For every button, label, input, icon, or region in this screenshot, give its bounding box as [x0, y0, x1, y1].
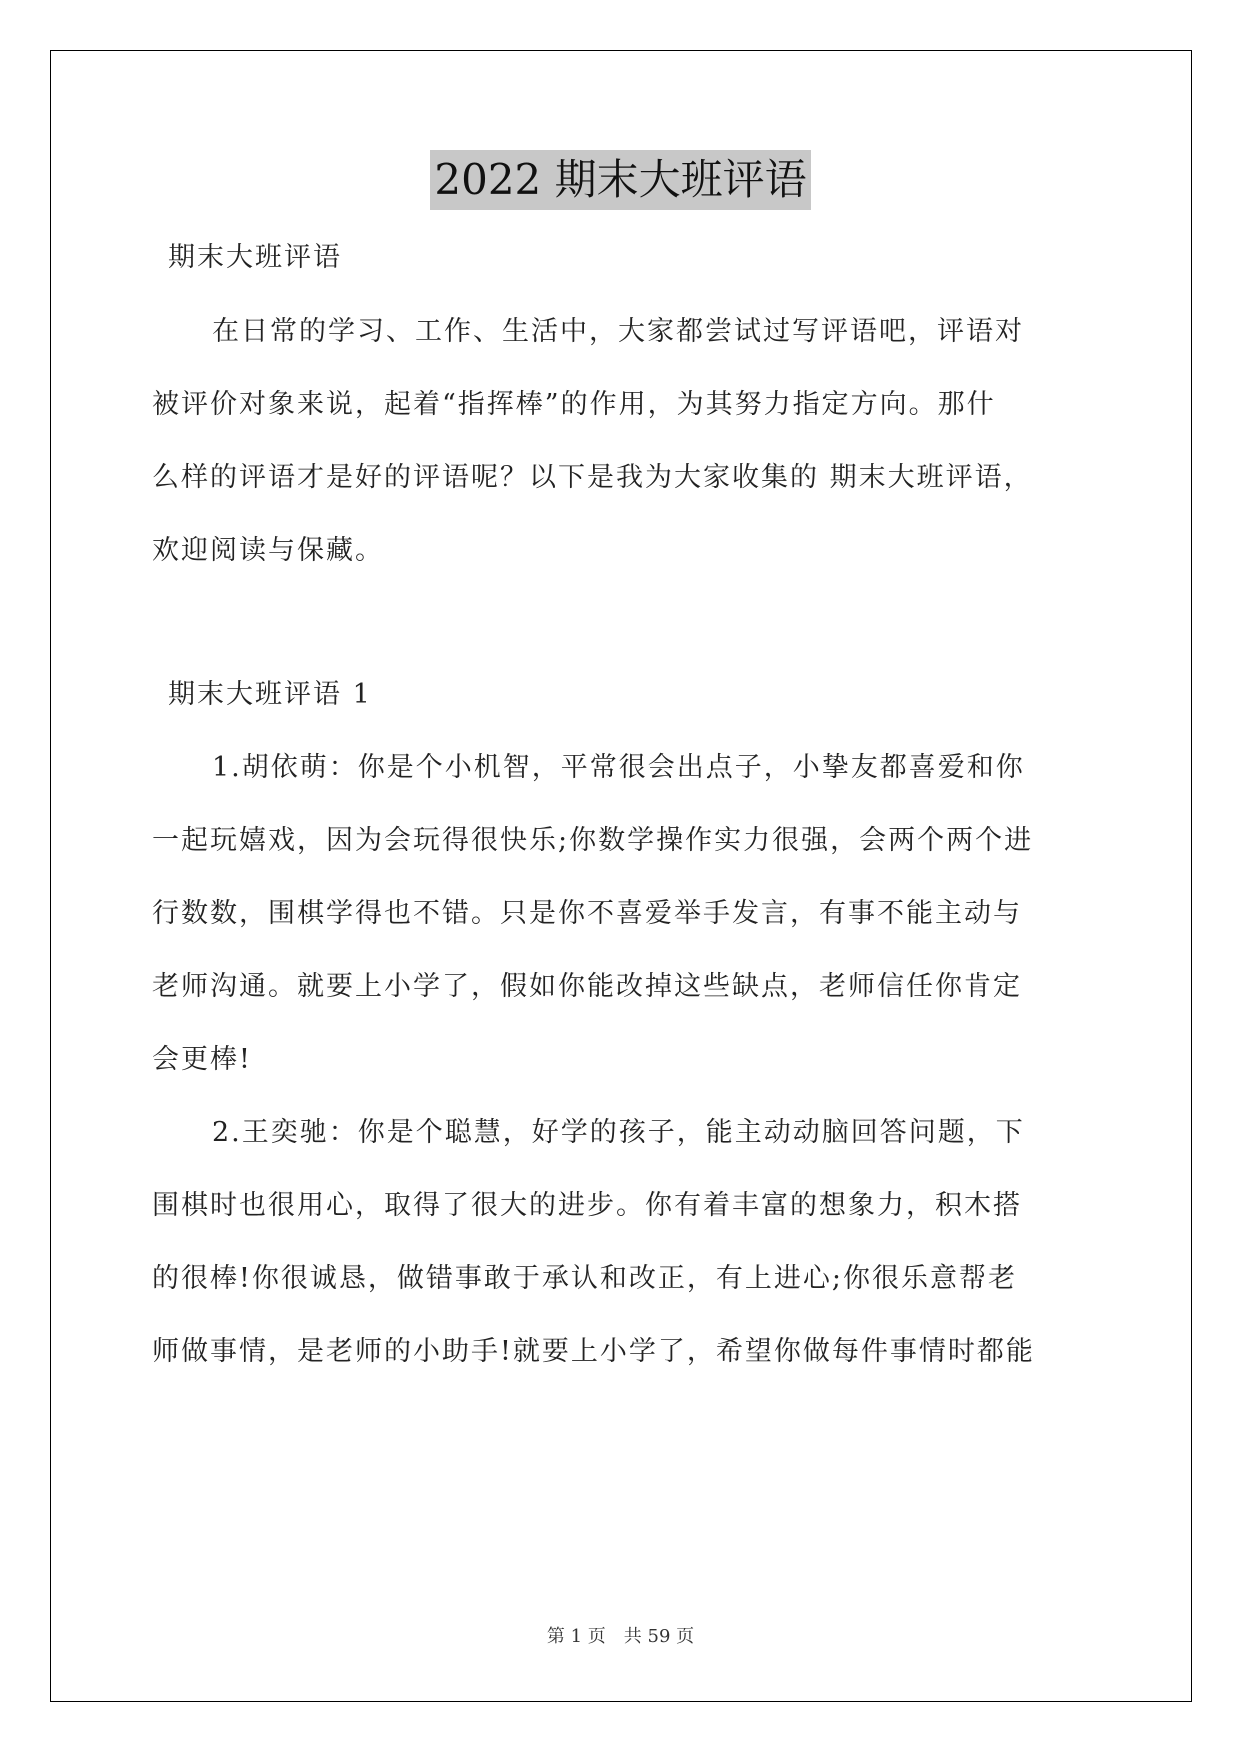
intro-line-2: 被评价对象来说，起着“指挥棒”的作用，为其努力指定方向。那什	[152, 389, 996, 420]
item1-line-1: 1.胡依萌：你是个小机智，平常很会出点子，小挚友都喜爱和你	[212, 752, 1025, 783]
document-title: 2022 期末大班评语	[430, 150, 810, 210]
item1-line-2: 一起玩嬉戏，因为会玩得很快乐;你数学操作实力很强，会两个两个进	[152, 825, 1034, 856]
section-heading: 期末大班评语 1	[168, 679, 372, 710]
item1-line-3: 行数数，围棋学得也不错。只是你不喜爱举手发言，有事不能主动与	[152, 898, 1022, 929]
item1-line-5: 会更棒!	[152, 1044, 252, 1075]
item1-line-4: 老师沟通。就要上小学了，假如你能改掉这些缺点，老师信任你肯定	[152, 971, 1022, 1002]
page-border	[50, 50, 1192, 1702]
intro-line-4: 欢迎阅读与保藏。	[152, 535, 384, 566]
title-container	[0, 150, 1241, 210]
item2-line-4: 师做事情，是老师的小助手!就要上小学了，希望你做每件事情时都能	[152, 1336, 1035, 1367]
intro-line-3: 么样的评语才是好的评语呢？以下是我为大家收集的 期末大班评语，	[152, 462, 1033, 493]
intro-line-1: 在日常的学习、工作、生活中，大家都尝试过写评语吧，评语对	[212, 316, 1024, 347]
item2-line-3: 的很棒!你很诚恳，做错事敢于承认和改正，有上进心;你很乐意帮老	[152, 1263, 1017, 1294]
subtitle: 期末大班评语	[168, 242, 342, 273]
item2-line-2: 围棋时也很用心，取得了很大的进步。你有着丰富的想象力，积木搭	[152, 1190, 1022, 1221]
item2-line-1: 2.王奕驰：你是个聪慧，好学的孩子，能主动动脑回答问题，下	[212, 1117, 1025, 1148]
page-number-footer: 第 1 页 共 59 页	[546, 1626, 695, 1647]
